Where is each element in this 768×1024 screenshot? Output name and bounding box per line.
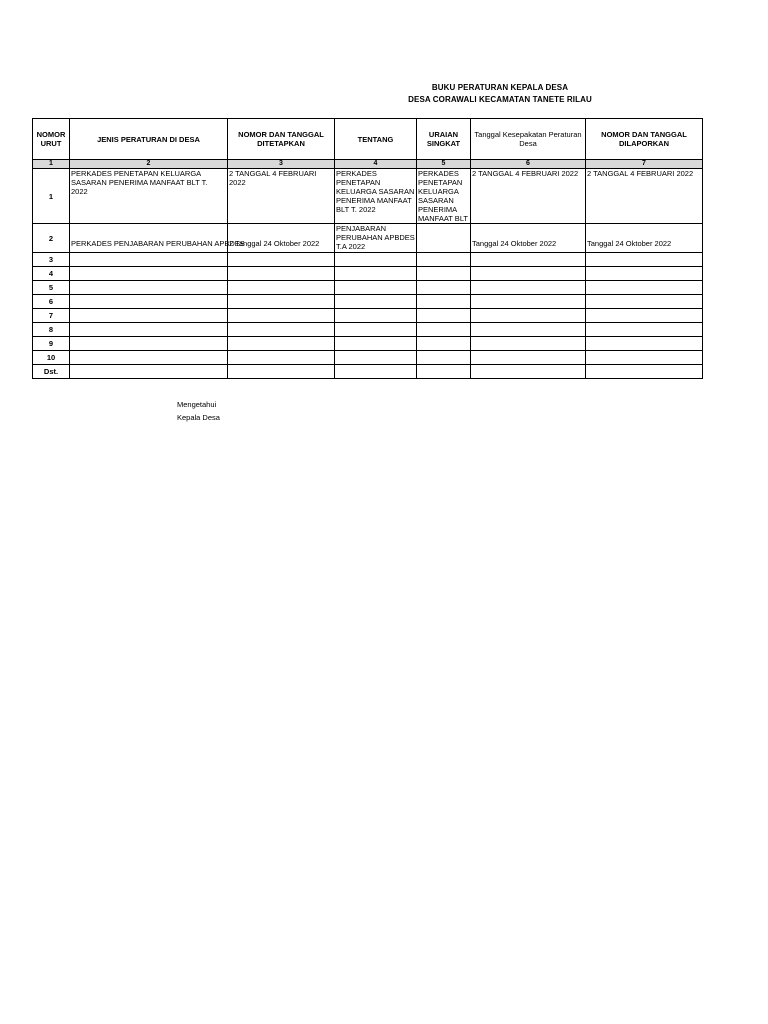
cell-dilaporkan: Tanggal 24 Oktober 2022 — [586, 224, 703, 253]
column-number: 5 — [417, 160, 471, 169]
row-number: 8 — [33, 323, 70, 337]
table-row — [33, 323, 703, 337]
table-row — [33, 267, 703, 281]
regulation-register-table — [32, 118, 703, 379]
cell-jenis: PERKADES PENETAPAN KELUARGA SASARAN PENERIMA MANFAAT BLT T. 2022 — [70, 169, 228, 224]
header-tentang: TENTANG — [335, 119, 417, 160]
cell-nomor-tanggal: 2 Tanggal 24 Oktober 2022 — [228, 224, 335, 253]
footer-kepala-desa: Kepala Desa — [177, 413, 220, 422]
column-number: 1 — [33, 160, 70, 169]
header-row — [33, 119, 703, 160]
row-number: 2 — [33, 224, 70, 253]
column-number: 4 — [335, 160, 417, 169]
row-number: 10 — [33, 351, 70, 365]
table-row — [33, 365, 703, 379]
header-nomor-tanggal-ditetapkan: NOMOR DAN TANGGAL DITETAPKAN — [228, 119, 335, 160]
header-nomor-tanggal-dilaporkan: NOMOR DAN TANGGAL DILAPORKAN — [586, 119, 703, 160]
row-number: 7 — [33, 309, 70, 323]
column-number: 2 — [70, 160, 228, 169]
cell-tanggal-kesepakatan: 2 TANGGAL 4 FEBRUARI 2022 — [471, 169, 586, 224]
document-title — [380, 82, 620, 106]
column-number-row — [33, 160, 703, 169]
row-number: 3 — [33, 253, 70, 267]
row-number: 4 — [33, 267, 70, 281]
header-jenis-peraturan: JENIS PERATURAN DI DESA — [70, 119, 228, 160]
cell-jenis: PERKADES PENJABARAN PERUBAHAN APBDES — [70, 224, 228, 253]
cell-tentang: PENJABARAN PERUBAHAN APBDES T.A 2022 — [336, 224, 415, 251]
cell-nomor-tanggal: 2 TANGGAL 4 FEBRUARI 2022 — [228, 169, 335, 224]
table-row — [33, 309, 703, 323]
row-number: 5 — [33, 281, 70, 295]
table-row — [33, 281, 703, 295]
table-row — [33, 337, 703, 351]
title-line-2: DESA CORAWALI KECAMATAN TANETE RILAU — [408, 95, 592, 104]
header-tanggal-kesepakatan: Tanggal Kesepakatan Peraturan Desa — [471, 119, 586, 160]
row-number: 6 — [33, 295, 70, 309]
header-uraian-singkat: URAIAN SINGKAT — [417, 119, 471, 160]
cell-tanggal-kesepakatan: Tanggal 24 Oktober 2022 — [471, 224, 586, 253]
row-number: 9 — [33, 337, 70, 351]
cell-tentang: PERKADES PENETAPAN KELUARGA SASARAN PENERIMA MANFAAT BLT T. 2022 — [335, 169, 417, 224]
column-number: 3 — [228, 160, 335, 169]
row-number: 1 — [33, 169, 70, 224]
cell-dilaporkan: 2 TANGGAL 4 FEBRUARI 2022 — [586, 169, 703, 224]
signature-block — [177, 398, 220, 424]
column-number: 6 — [471, 160, 586, 169]
column-number: 7 — [586, 160, 703, 169]
table-row — [33, 253, 703, 267]
table-row — [33, 351, 703, 365]
table-row — [33, 295, 703, 309]
table-row — [33, 224, 703, 253]
cell-uraian — [417, 224, 471, 253]
footer-mengetahui: Mengetahui — [177, 400, 217, 409]
header-nomor-urut: NOMOR URUT — [33, 119, 70, 160]
cell-uraian: PERKADES PENETAPAN KELUARGA SASARAN PENERIMA MANFAAT BLT — [417, 169, 471, 224]
title-line-1: BUKU PERATURAN KEPALA DESA — [431, 83, 569, 92]
table-row — [33, 169, 703, 224]
row-number: Dst. — [33, 365, 70, 379]
